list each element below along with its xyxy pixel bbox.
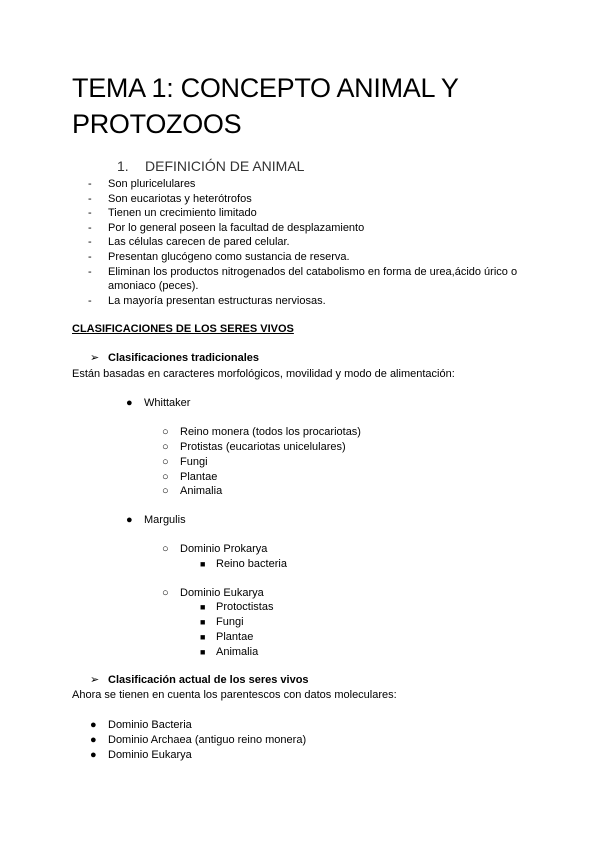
- list-item: - La mayoría presentan estructuras nerviosas.: [88, 294, 326, 307]
- square-bullet-icon: ■: [200, 617, 206, 627]
- arrow-icon: ➢: [90, 352, 100, 364]
- classifications-heading: CLASIFICACIONES DE LOS SERES VIVOS: [72, 323, 294, 335]
- hollow-bullet-icon: ○: [162, 441, 169, 453]
- traditional-heading: ➢ Clasificaciones tradicionales: [90, 352, 260, 364]
- section-heading-definicion: [117, 157, 304, 175]
- filled-bullet-icon: ●: [90, 734, 97, 746]
- document-title: TEMA 1: CONCEPTO ANIMAL Y PROTOZOOS: [72, 73, 459, 139]
- filled-bullet-icon: ●: [126, 514, 133, 526]
- hollow-bullet-icon: ○: [162, 587, 169, 599]
- hollow-bullet-icon: ○: [162, 456, 169, 468]
- list-item: - Presentan glucógeno como sustancia de reserva.: [88, 250, 350, 263]
- square-bullet-icon: ■: [200, 559, 206, 569]
- hollow-bullet-icon: ○: [162, 471, 169, 483]
- list-item: ○ Fungi: [162, 456, 208, 468]
- list-item: ■ Protoctistas: [200, 601, 274, 613]
- dash-marker: -: [88, 221, 92, 234]
- current-heading: ➢ Clasificación actual de los seres vivos: [90, 674, 309, 686]
- list-item: ○ Reino monera (todos los procariotas): [162, 426, 361, 438]
- prokarya-item: ○ Dominio Prokarya: [162, 543, 268, 555]
- dash-marker: -: [88, 192, 92, 205]
- list-item: ■ Reino bacteria: [200, 558, 287, 570]
- list-item: ● Dominio Archaea (antiguo reino monera): [90, 734, 307, 746]
- filled-bullet-icon: ●: [90, 749, 97, 761]
- hollow-bullet-icon: ○: [162, 426, 169, 438]
- dash-marker: -: [88, 265, 92, 278]
- square-bullet-icon: ■: [200, 602, 206, 612]
- list-item: ■ Fungi: [200, 616, 244, 628]
- list-item: - Son eucariotas y heterótrofos: [88, 192, 252, 205]
- list-item: ■ Plantae: [200, 631, 254, 643]
- filled-bullet-icon: ●: [126, 397, 133, 409]
- margulis-item: ● Margulis: [126, 514, 186, 526]
- dash-marker: -: [88, 294, 92, 307]
- square-bullet-icon: ■: [200, 647, 206, 657]
- list-item: - Las células carecen de pared celular.: [88, 236, 290, 249]
- dash-marker: -: [88, 207, 92, 220]
- hollow-bullet-icon: ○: [162, 485, 169, 497]
- definition-list: [88, 177, 548, 308]
- list-item: - Eliminan los productos nitrogenados del catabolismo en forma de urea,ácido úrico o amoniaco (peces).: [88, 265, 518, 293]
- list-item: - Por lo general poseen la facultad de desplazamiento: [88, 221, 365, 234]
- list-item: ● Dominio Bacteria: [90, 719, 192, 731]
- dash-marker: -: [88, 250, 92, 263]
- list-item: - Son pluricelulares: [88, 178, 196, 190]
- section-number: 1.: [117, 158, 129, 174]
- list-item: ■ Animalia: [200, 646, 259, 658]
- section-title: DEFINICIÓN DE ANIMAL: [145, 158, 305, 174]
- list-item: - Tienen un crecimiento limitado: [88, 207, 257, 220]
- hollow-bullet-icon: ○: [162, 543, 169, 555]
- traditional-intro: Están basadas en caracteres morfológicos, movilidad y modo de alimentación:: [72, 368, 455, 380]
- filled-bullet-icon: ●: [90, 719, 97, 731]
- list-item: ● Dominio Eukarya: [90, 749, 192, 761]
- square-bullet-icon: ■: [200, 632, 206, 642]
- dash-marker: -: [88, 178, 92, 190]
- dash-marker: -: [88, 236, 92, 249]
- whittaker-item: ● Whittaker: [126, 397, 191, 409]
- list-item: ○ Protistas (eucariotas unicelulares): [162, 441, 346, 453]
- arrow-icon: ➢: [90, 674, 100, 686]
- list-item: ○ Animalia: [162, 485, 223, 497]
- eukarya-item: ○ Dominio Eukarya: [162, 587, 264, 599]
- current-intro: Ahora se tienen en cuenta los parentescos con datos moleculares:: [72, 689, 397, 701]
- list-item: ○ Plantae: [162, 471, 218, 483]
